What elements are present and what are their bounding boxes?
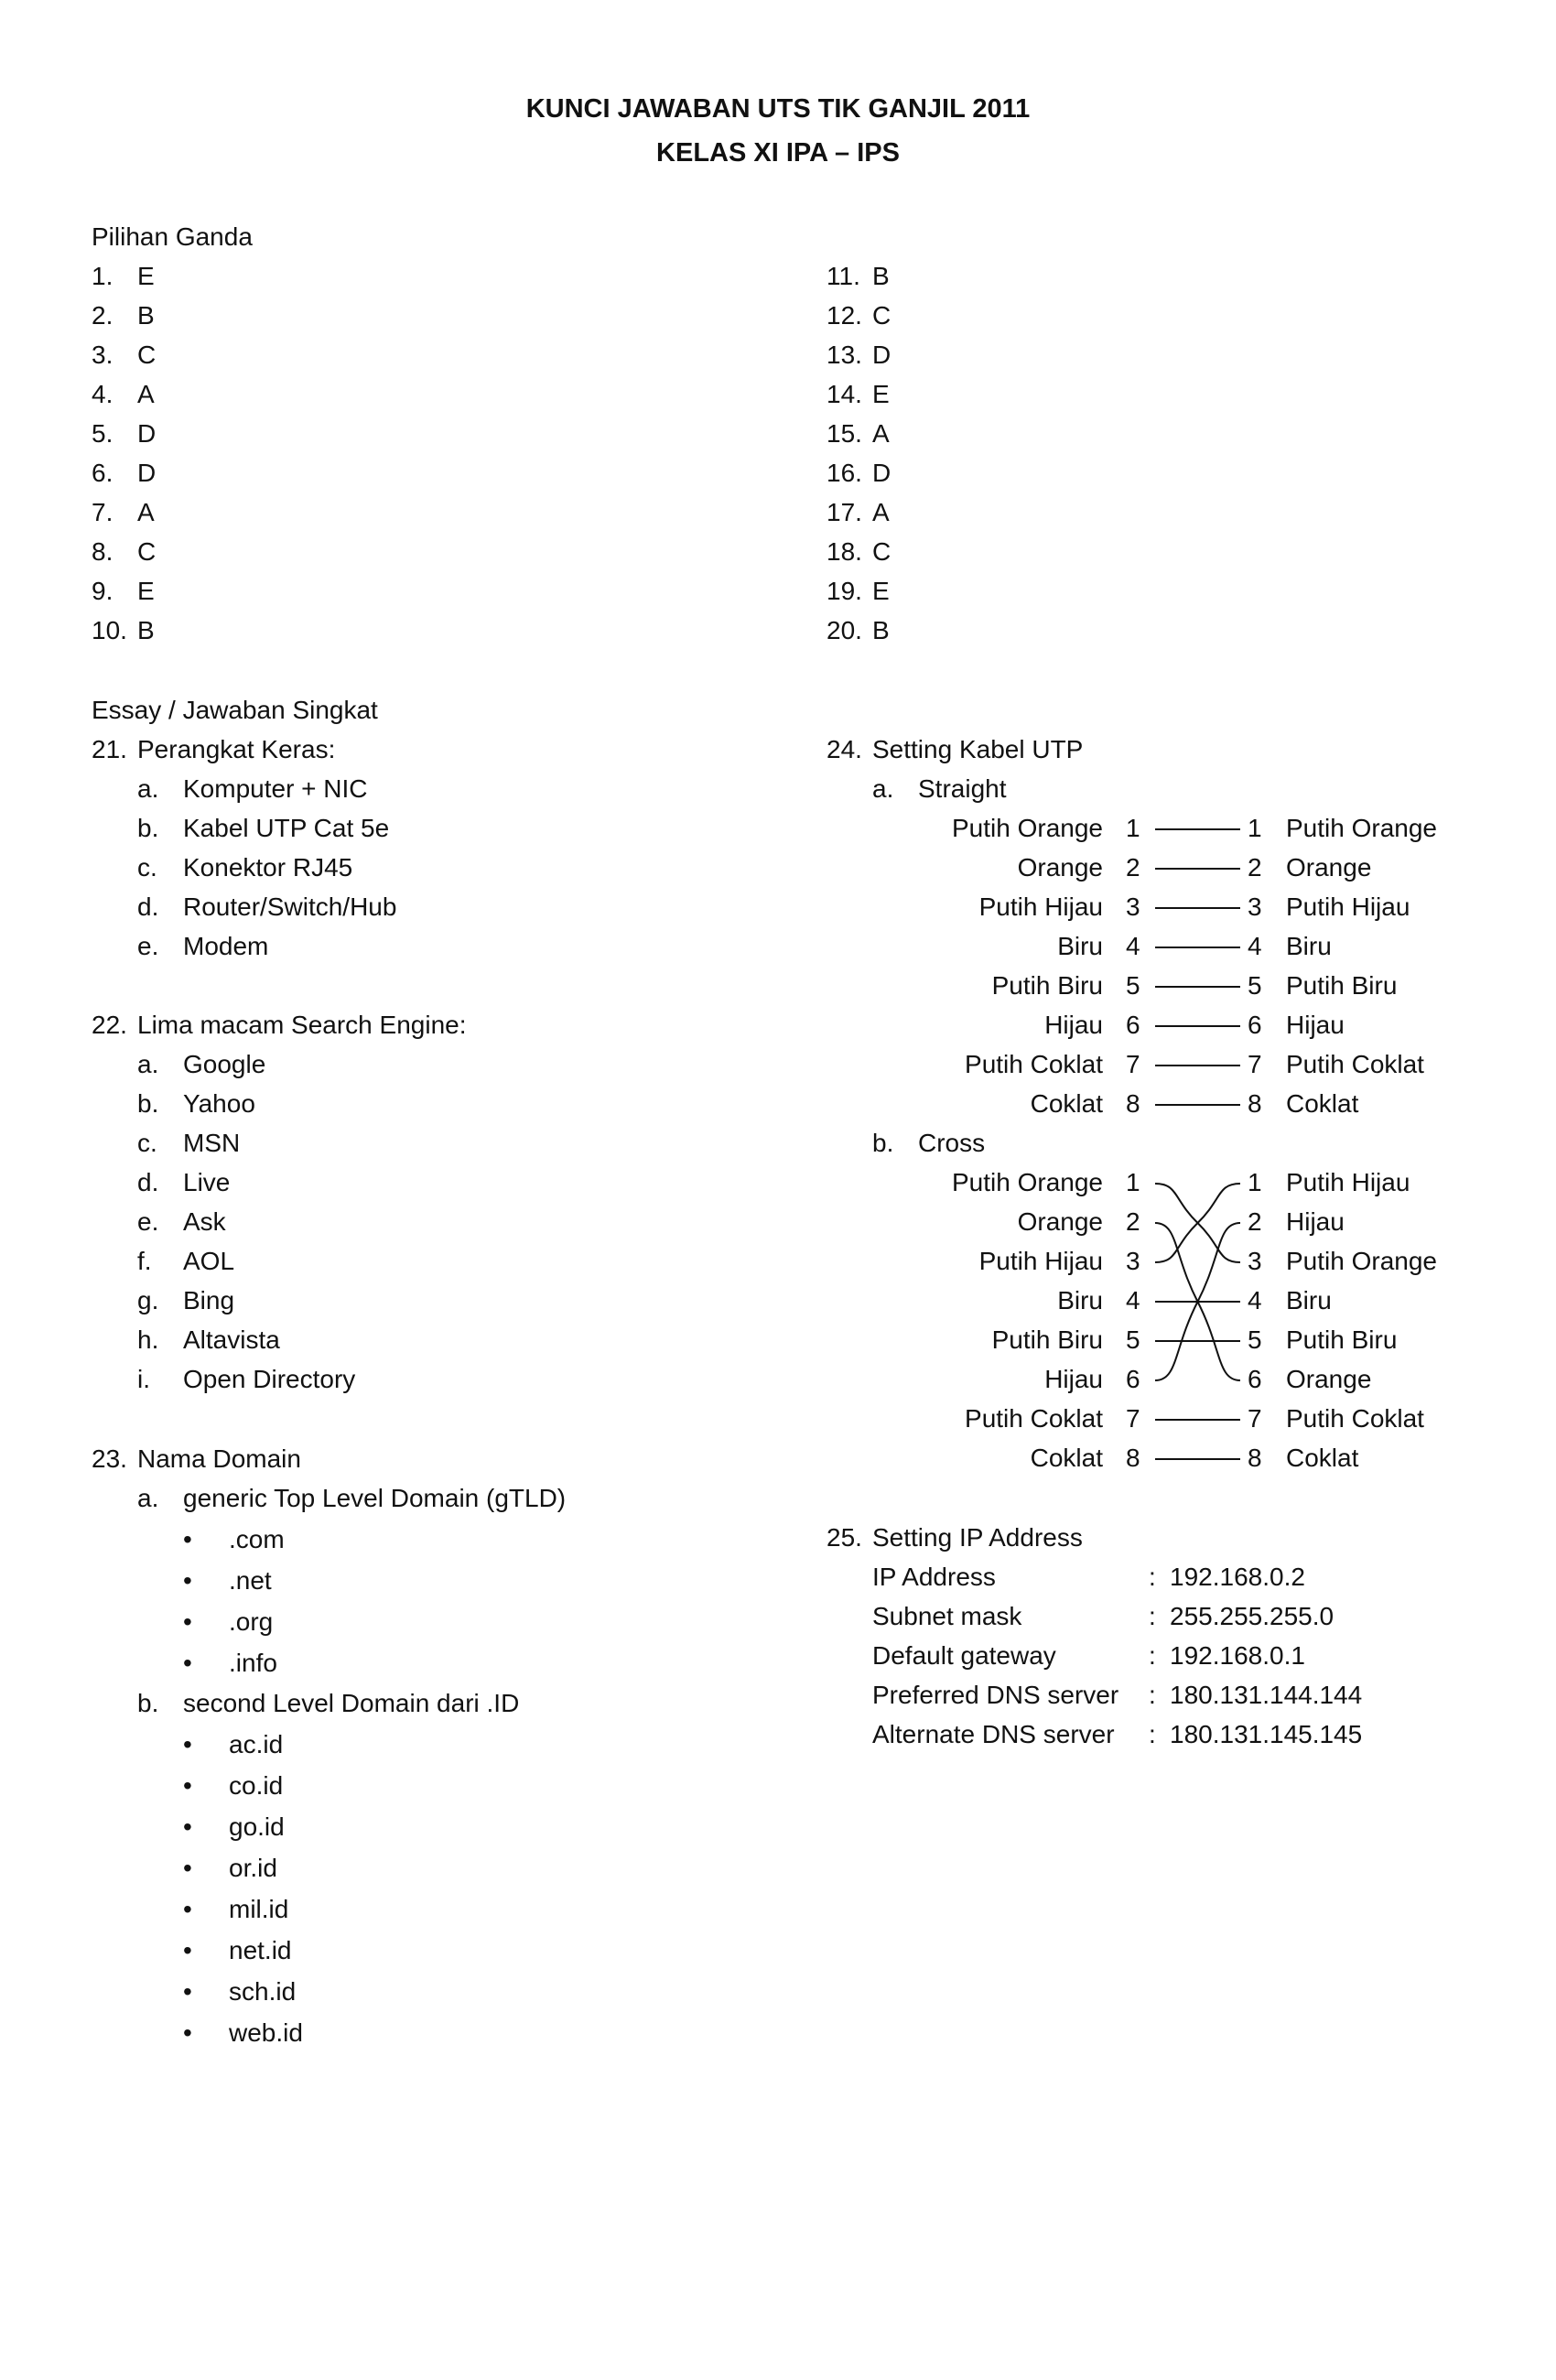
section-label-pilihan-ganda: Pilihan Ganda — [92, 222, 253, 251]
pin-number: 1 — [1126, 1168, 1140, 1196]
pin-number: 6 — [1248, 1365, 1262, 1393]
mc-number: 20. — [827, 616, 862, 644]
list-item: Open Directory — [183, 1365, 356, 1393]
mc-number: 11. — [827, 262, 860, 290]
domain-item: .org — [229, 1607, 274, 1636]
wire-label-left: Putih Biru — [991, 1325, 1103, 1354]
mc-answer: B — [137, 616, 155, 644]
list-item: Straight — [918, 774, 1007, 803]
page-subtitle: KELAS XI IPA – IPS — [656, 138, 900, 168]
wire-label-right: Hijau — [1286, 1011, 1345, 1039]
section-label-essay: Essay / Jawaban Singkat — [92, 696, 378, 724]
list-marker: a. — [137, 774, 159, 803]
list-item: Altavista — [183, 1325, 280, 1354]
wire-label-left: Orange — [1017, 853, 1103, 882]
mc-answer: D — [137, 459, 157, 487]
list-marker: g. — [137, 1286, 159, 1314]
bullet-icon: • — [183, 1649, 192, 1677]
bullet-icon: • — [183, 1854, 192, 1882]
ip-setting-label: Default gateway — [872, 1641, 1056, 1670]
wire-label-left: Putih Hijau — [978, 1247, 1103, 1275]
pin-number: 4 — [1248, 932, 1262, 960]
list-item: MSN — [183, 1129, 241, 1157]
wire-label-left: Putih Orange — [952, 1168, 1103, 1196]
list-marker: d. — [137, 892, 159, 921]
list-marker: f. — [137, 1247, 152, 1275]
pin-number: 2 — [1248, 1207, 1262, 1236]
list-marker: c. — [137, 1129, 157, 1157]
bullet-icon: • — [183, 2018, 192, 2047]
list-item: generic Top Level Domain (gTLD) — [183, 1484, 567, 1512]
mc-answer: E — [137, 577, 155, 605]
mc-number: 18. — [827, 537, 862, 566]
bullet-icon: • — [183, 1566, 192, 1595]
domain-item: ac.id — [229, 1730, 284, 1758]
wire-label-right: Biru — [1286, 1286, 1332, 1314]
pin-number: 6 — [1248, 1011, 1262, 1039]
mc-number: 15. — [827, 419, 862, 448]
list-marker: e. — [137, 932, 159, 960]
wire-label-left: Hijau — [1044, 1011, 1103, 1039]
list-item: Konektor RJ45 — [183, 853, 353, 882]
domain-item: go.id — [229, 1812, 285, 1841]
pin-number: 8 — [1126, 1444, 1140, 1472]
mc-answer: C — [137, 537, 157, 566]
wire-label-right: Orange — [1286, 853, 1372, 882]
pin-number: 3 — [1248, 892, 1262, 921]
colon-separator: : — [1149, 1681, 1156, 1709]
pin-number: 3 — [1248, 1247, 1262, 1275]
mc-answer: C — [872, 537, 891, 566]
wire-label-right: Putih Biru — [1286, 971, 1398, 1000]
wire-label-left: Putih Orange — [952, 814, 1103, 842]
wire-label-right: Coklat — [1286, 1089, 1359, 1118]
list-marker: a. — [137, 1484, 159, 1512]
wire-label-left: Hijau — [1044, 1365, 1103, 1393]
ip-setting-label: Preferred DNS server — [872, 1681, 1119, 1709]
list-marker: e. — [137, 1207, 159, 1236]
list-item: Ask — [183, 1207, 226, 1236]
pin-number: 1 — [1126, 814, 1140, 842]
mc-number: 1. — [92, 262, 113, 290]
pin-number: 1 — [1248, 814, 1262, 842]
pin-number: 4 — [1126, 932, 1140, 960]
pin-number: 2 — [1126, 1207, 1140, 1236]
wire-label-left: Biru — [1057, 932, 1103, 960]
domain-item: co.id — [229, 1771, 284, 1800]
list-item: Komputer + NIC — [183, 774, 368, 803]
domain-item: .com — [229, 1525, 285, 1553]
mc-answer: A — [137, 498, 155, 526]
pin-number: 7 — [1126, 1050, 1140, 1078]
list-item: second Level Domain dari .ID — [183, 1689, 520, 1717]
mc-answer: A — [872, 419, 890, 448]
pin-number: 5 — [1248, 971, 1262, 1000]
list-marker: a. — [872, 774, 894, 803]
question-title: Perangkat Keras: — [137, 735, 336, 763]
mc-number: 8. — [92, 537, 113, 566]
pin-number: 1 — [1248, 1168, 1262, 1196]
mc-answer: E — [872, 577, 890, 605]
wire-label-right: Putih Coklat — [1286, 1050, 1424, 1078]
bullet-icon: • — [183, 1812, 192, 1841]
list-marker: b. — [137, 1689, 159, 1717]
pin-number: 8 — [1126, 1089, 1140, 1118]
mc-answer: B — [137, 301, 155, 330]
question-number: 23. — [92, 1444, 127, 1473]
bullet-icon: • — [183, 1771, 192, 1800]
wire-label-right: Putih Orange — [1286, 814, 1437, 842]
bullet-icon: • — [183, 1607, 192, 1636]
question-title: Setting Kabel UTP — [872, 735, 1084, 763]
ip-setting-value: 192.168.0.2 — [1170, 1563, 1305, 1591]
colon-separator: : — [1149, 1602, 1156, 1630]
mc-number: 13. — [827, 341, 862, 369]
question-title: Setting IP Address — [872, 1523, 1083, 1552]
mc-answer: D — [872, 341, 891, 369]
colon-separator: : — [1149, 1563, 1156, 1591]
list-item: Kabel UTP Cat 5e — [183, 814, 390, 842]
mc-number: 12. — [827, 301, 862, 330]
pin-number: 6 — [1126, 1011, 1140, 1039]
colon-separator: : — [1149, 1641, 1156, 1670]
list-marker: a. — [137, 1050, 159, 1078]
list-marker: b. — [872, 1129, 894, 1157]
domain-item: net.id — [229, 1936, 292, 1964]
mc-number: 16. — [827, 459, 862, 487]
question-number: 24. — [827, 735, 862, 763]
mc-answer: B — [872, 616, 890, 644]
mc-answer: D — [872, 459, 891, 487]
ip-setting-label: Alternate DNS server — [872, 1720, 1115, 1748]
domain-item: .info — [229, 1649, 277, 1677]
colon-separator: : — [1149, 1720, 1156, 1748]
wire-label-right: Putih Orange — [1286, 1247, 1437, 1275]
question-number: 21. — [92, 735, 127, 763]
pin-number: 8 — [1248, 1444, 1262, 1472]
mc-answer: C — [872, 301, 891, 330]
ip-setting-value: 255.255.255.0 — [1170, 1602, 1334, 1630]
mc-answer: B — [872, 262, 890, 290]
list-item: Cross — [918, 1129, 986, 1157]
wire-label-right: Biru — [1286, 932, 1332, 960]
list-marker: b. — [137, 814, 159, 842]
domain-item: sch.id — [229, 1977, 297, 2006]
list-item: Live — [183, 1168, 231, 1196]
mc-number: 19. — [827, 577, 862, 605]
list-marker: i. — [137, 1365, 150, 1393]
domain-item: .net — [229, 1566, 272, 1595]
list-marker: b. — [137, 1089, 159, 1118]
wire-label-right: Coklat — [1286, 1444, 1359, 1472]
question-number: 25. — [827, 1523, 862, 1552]
pin-number: 8 — [1248, 1089, 1262, 1118]
mc-number: 17. — [827, 498, 862, 526]
list-marker: c. — [137, 853, 157, 882]
ip-setting-value: 192.168.0.1 — [1170, 1641, 1305, 1670]
list-item: Bing — [183, 1286, 235, 1314]
pin-number: 7 — [1248, 1404, 1262, 1433]
pin-number: 5 — [1126, 971, 1140, 1000]
mc-number: 4. — [92, 380, 113, 408]
pin-number: 7 — [1126, 1404, 1140, 1433]
mc-answer: A — [137, 380, 155, 408]
list-item: Router/Switch/Hub — [183, 892, 397, 921]
domain-item: web.id — [229, 2018, 303, 2047]
mc-answer: D — [137, 419, 157, 448]
wire-label-left: Putih Hijau — [978, 892, 1103, 921]
wire-label-right: Putih Coklat — [1286, 1404, 1424, 1433]
ip-setting-value: 180.131.145.145 — [1170, 1720, 1363, 1748]
mc-answer: A — [872, 498, 890, 526]
question-number: 22. — [92, 1011, 127, 1039]
page-title: KUNCI JAWABAN UTS TIK GANJIL 2011 — [525, 94, 1031, 124]
mc-number: 6. — [92, 459, 113, 487]
pin-number: 4 — [1248, 1286, 1262, 1314]
ip-setting-value: 180.131.144.144 — [1170, 1681, 1363, 1709]
pin-number: 3 — [1126, 892, 1140, 921]
wire-label-left: Orange — [1017, 1207, 1103, 1236]
mc-number: 3. — [92, 341, 113, 369]
wire-label-left: Coklat — [1030, 1444, 1103, 1472]
pin-number: 3 — [1126, 1247, 1140, 1275]
mc-answer: E — [137, 262, 155, 290]
wire-label-right: Putih Biru — [1286, 1325, 1398, 1354]
list-marker: h. — [137, 1325, 159, 1354]
wire-label-right: Hijau — [1286, 1207, 1345, 1236]
mc-number: 5. — [92, 419, 113, 448]
wire-label-left: Putih Coklat — [965, 1404, 1103, 1433]
bullet-icon: • — [183, 1936, 192, 1964]
list-marker: d. — [137, 1168, 159, 1196]
ip-setting-label: IP Address — [872, 1563, 996, 1591]
cable-wire — [1155, 1184, 1240, 1262]
wire-label-right: Putih Hijau — [1286, 892, 1410, 921]
mc-answer: E — [872, 380, 890, 408]
mc-number: 2. — [92, 301, 113, 330]
domain-item: mil.id — [229, 1895, 289, 1923]
question-title: Nama Domain — [137, 1444, 301, 1473]
wire-label-right: Orange — [1286, 1365, 1372, 1393]
ip-setting-label: Subnet mask — [872, 1602, 1022, 1630]
wire-label-left: Putih Coklat — [965, 1050, 1103, 1078]
mc-answer: C — [137, 341, 157, 369]
pin-number: 6 — [1126, 1365, 1140, 1393]
mc-number: 9. — [92, 577, 113, 605]
wire-label-left: Biru — [1057, 1286, 1103, 1314]
bullet-icon: • — [183, 1895, 192, 1923]
bullet-icon: • — [183, 1977, 192, 2006]
list-item: Modem — [183, 932, 269, 960]
mc-number: 10. — [92, 616, 127, 644]
mc-number: 14. — [827, 380, 862, 408]
question-title: Lima macam Search Engine: — [137, 1011, 467, 1039]
domain-item: or.id — [229, 1854, 277, 1882]
pin-number: 5 — [1248, 1325, 1262, 1354]
bullet-icon: • — [183, 1730, 192, 1758]
list-item: Google — [183, 1050, 266, 1078]
pin-number: 4 — [1126, 1286, 1140, 1314]
pin-number: 5 — [1126, 1325, 1140, 1354]
pin-number: 2 — [1126, 853, 1140, 882]
list-item: AOL — [183, 1247, 235, 1275]
wire-label-left: Putih Biru — [991, 971, 1103, 1000]
list-item: Yahoo — [183, 1089, 255, 1118]
mc-number: 7. — [92, 498, 113, 526]
wire-label-left: Coklat — [1030, 1089, 1103, 1118]
pin-number: 2 — [1248, 853, 1262, 882]
pin-number: 7 — [1248, 1050, 1262, 1078]
bullet-icon: • — [183, 1525, 192, 1553]
wire-label-right: Putih Hijau — [1286, 1168, 1410, 1196]
